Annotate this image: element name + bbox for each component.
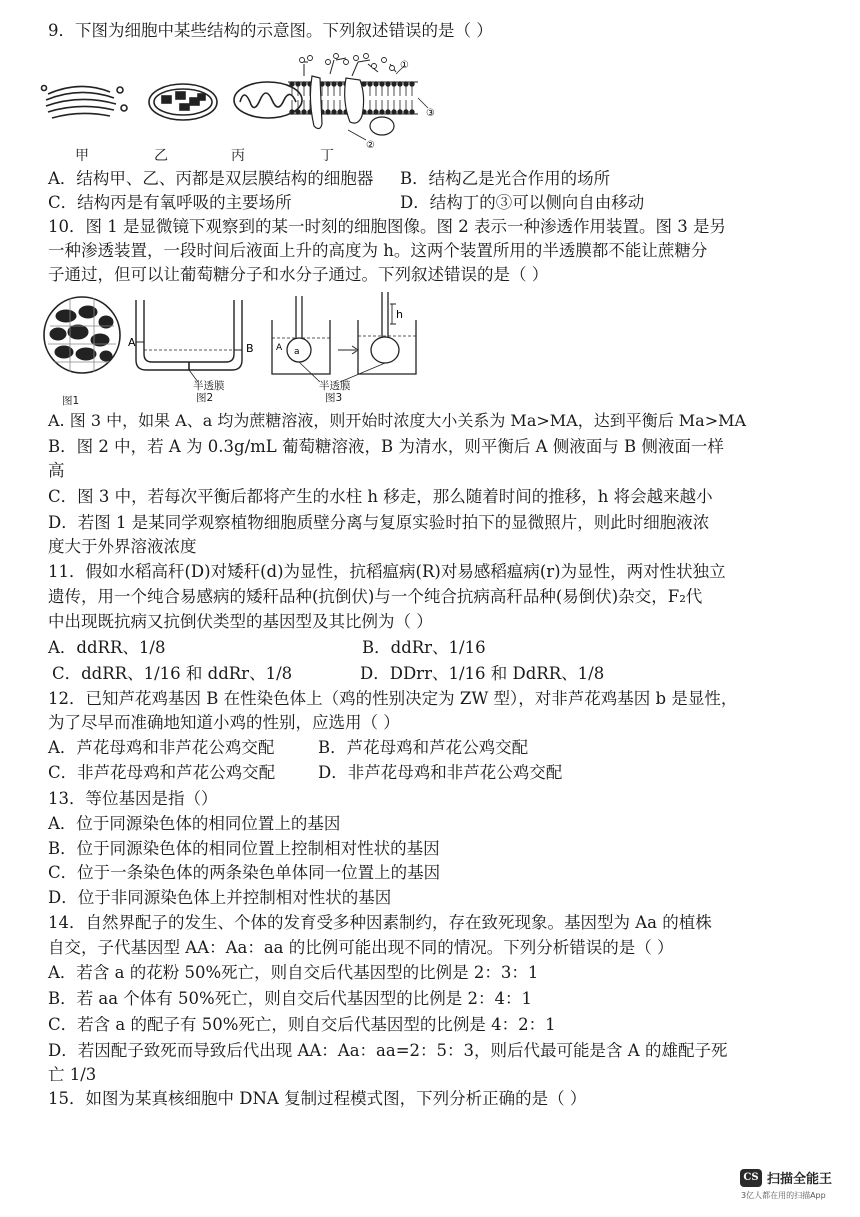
q9-option-b: B．结构乙是光合作用的场所 <box>400 169 611 188</box>
q14-stem-1: 14．自然界配子的发生、个体的发育受多种因素制约，存在致死现象。基因型为 Aa 的植株 <box>48 913 712 932</box>
q12-stem-2: 为了尽早而准确地知道小鸡的性别，应选用（ ） <box>48 713 400 732</box>
q11-stem-1: 11．假如水稻高秆(D)对矮秆(d)为显性，抗稻瘟病(R)对易感稻瘟病(r)为显性，两对性状独立 <box>48 562 726 581</box>
q9-option-d: D．结构丁的③可以侧向自由移动 <box>400 193 645 212</box>
q14-option-d-cont: 亡 1/3 <box>48 1065 97 1084</box>
chloroplast-diagram <box>149 84 217 120</box>
label-bing: 丙 <box>231 148 245 164</box>
q11-stem-2: 遗传，用一个纯合易感病的矮秆品种(抗倒伏)与一个纯合抗病高秆品种(易倒伏)杂交，F₂代 <box>48 587 703 606</box>
q9-figure <box>40 52 440 152</box>
fig3-caption: 图3 <box>325 392 343 404</box>
q11-option-b: B．ddRr、1/16 <box>362 638 486 657</box>
q11-stem-3: 中出现既抗病又抗倒伏类型的基因型及其比例为（ ） <box>48 612 433 631</box>
q14-stem-2: 自交，子代基因型 AA：Aa：aa 的比例可能出现不同的情况。下列分析错误的是（ ） <box>48 938 674 957</box>
q14-option-d: D．若因配子致死而导致后代出现 AA：Aa：aa=2：5：3，则后代最可能是含 A 的雄配子死 <box>48 1041 728 1060</box>
q12-option-c: C．非芦花母鸡和芦花公鸡交配 <box>48 763 276 782</box>
q14-option-a: A．若含 a 的花粉 50%死亡，则自交后代基因型的比例是 2：3：1 <box>48 963 539 982</box>
q11-option-a: A．ddRR、1/8 <box>48 638 166 657</box>
q10-stem-3: 子通过，但可以让葡萄糖分子和水分子通过。下列叙述错误的是（ ） <box>48 265 549 284</box>
q9-stem: 9．下图为细胞中某些结构的示意图。下列叙述错误的是（ ） <box>48 21 493 40</box>
fig3-osmometers <box>272 292 416 382</box>
q14-option-c: C．若含 a 的配子有 50%死亡，则自交后代基因型的比例是 4：2：1 <box>48 1015 556 1034</box>
q15-stem: 15．如图为某真核细胞中 DNA 复制过程模式图，下列分析正确的是（ ） <box>48 1089 587 1108</box>
q11-option-c: C．ddRR、1/16 和 ddRr、1/8 <box>52 664 293 683</box>
fig1-cells <box>44 297 120 373</box>
q10-stem-1: 10．图 1 是显微镜下观察到的某一时刻的细胞图像。图 2 表示一种渗透作用装置。图 3 是另 <box>48 217 726 236</box>
golgi-diagram <box>42 86 128 119</box>
q10-option-c: C．图 3 中，若每次平衡后都将产生的水柱 h 移走，那么随着时间的推移，h 将会越来越小 <box>48 487 713 506</box>
watermark-title: 扫描全能王 <box>767 1172 833 1187</box>
q10-option-b: B．图 2 中，若 A 为 0.3g/mL 葡萄糖溶液，B 为清水，则平衡后 A 侧液面与 B 侧液面一样 <box>48 437 724 456</box>
label-jia: 甲 <box>75 148 89 164</box>
watermark-subtitle: 3亿人都在用的扫描App <box>741 1191 826 1200</box>
q10-option-a: A. 图 3 中，如果 A、a 均为蔗糖溶液，则开始时浓度大小关系为 Ma>MA，达到平衡后 Ma>MA <box>48 411 747 430</box>
fig2-label-a: A <box>128 336 136 349</box>
fig2-caption: 图2 <box>196 392 214 404</box>
fig3-label-h: h <box>396 308 403 321</box>
q12-stem-1: 12．已知芦花鸡基因 B 在性染色体上（鸡的性别决定为 ZW 型），对非芦花鸡基因 b 是显性， <box>48 689 738 708</box>
fig1-caption: 图1 <box>62 395 80 407</box>
fig3-membrane-label: 半透膜 <box>319 380 351 392</box>
q10-figures <box>40 290 430 405</box>
q10-stem-2: 一种渗透装置，一段时间后液面上升的高度为 h。这两个装置所用的半透膜都不能让蔗糖分 <box>48 241 708 260</box>
q9-marker-1: ① <box>400 60 409 71</box>
fig2-label-b: B <box>246 342 254 355</box>
q13-option-d: D．位于非同源染色体上并控制相对性状的基因 <box>48 888 392 907</box>
q14-option-b: B．若 aa 个体有 50%死亡，则自交后代基因型的比例是 2：4：1 <box>48 989 532 1008</box>
q13-stem: 13．等位基因是指（） <box>48 789 218 808</box>
scanner-logo-icon: CS <box>740 1169 762 1187</box>
label-yi: 乙 <box>154 148 168 164</box>
q9-option-a: A．结构甲、乙、丙都是双层膜结构的细胞器 <box>48 169 374 188</box>
q13-option-a: A．位于同源染色体的相同位置上的基因 <box>48 814 341 833</box>
q10-option-d-cont: 度大于外界溶液浓度 <box>48 537 197 556</box>
q10-option-b-cont: 高 <box>48 461 65 480</box>
q9-marker-2: ② <box>366 140 375 151</box>
label-ding: 丁 <box>320 148 334 164</box>
fig3-label-a-outer: A <box>276 343 283 353</box>
fig2-utube <box>136 300 242 382</box>
fig3-label-a-inner: a <box>294 347 300 357</box>
q9-marker-3: ③ <box>426 108 435 119</box>
q13-option-b: B．位于同源染色体的相同位置上控制相对性状的基因 <box>48 839 440 858</box>
q12-option-a: A．芦花母鸡和非芦花公鸡交配 <box>48 738 275 757</box>
q12-option-b: B．芦花母鸡和芦花公鸡交配 <box>318 738 529 757</box>
q10-option-d: D．若图 1 是某同学观察植物细胞质壁分离与复原实验时拍下的显微照片，则此时细胞液浓 <box>48 513 710 532</box>
q11-option-d: D．DDrr、1/16 和 DdRR、1/8 <box>360 664 605 683</box>
fig2-membrane-label: 半透膜 <box>193 380 225 392</box>
q9-option-c: C．结构丙是有氧呼吸的主要场所 <box>48 193 292 212</box>
q13-option-c: C．位于一条染色体的两条染色单体同一位置上的基因 <box>48 863 441 882</box>
q12-option-d: D．非芦花母鸡和非芦花公鸡交配 <box>318 763 563 782</box>
